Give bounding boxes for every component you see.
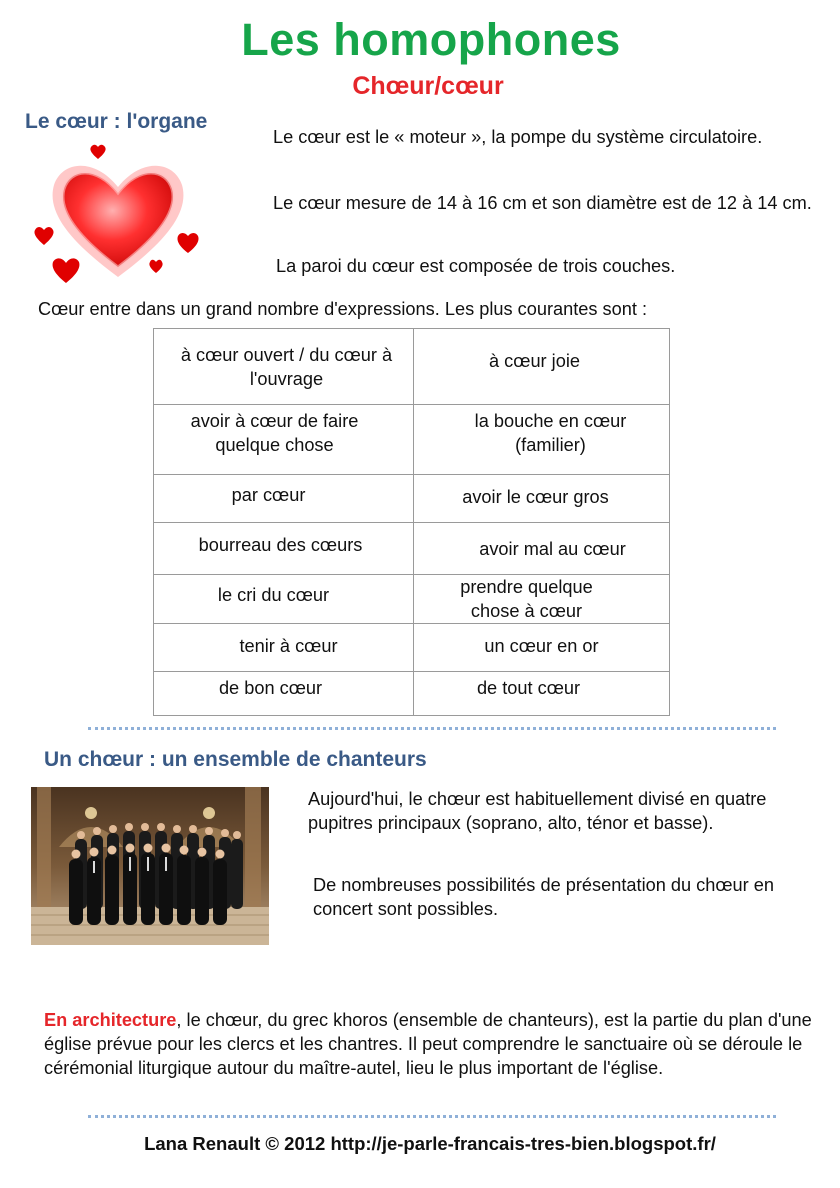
hearts-icon <box>32 143 204 285</box>
architecture-lead: En architecture <box>44 1010 177 1030</box>
table-cell <box>154 672 414 716</box>
expression-text: le cri du cœur <box>217 585 330 605</box>
expression-text: de tout cœur <box>476 678 581 698</box>
expression-text: à cœur joie <box>489 351 580 371</box>
table-row <box>154 329 670 405</box>
table-cell <box>154 329 414 405</box>
section-heading-organ: Le cœur : l'organe <box>25 110 208 133</box>
table-cell <box>414 475 670 523</box>
section-heading-choir: Un chœur : un ensemble de chanteurs <box>44 748 427 771</box>
table-cell <box>414 672 670 716</box>
table-row <box>154 624 670 672</box>
table-row <box>154 405 670 475</box>
footer-credit: Lana Renault © 2012 http://je-parle-francais-tres-bien.blogspot.fr/ <box>144 1133 716 1154</box>
divider-1 <box>88 727 776 730</box>
table-row <box>154 575 670 624</box>
expression-text: prendre quelque chose à cœur <box>460 577 593 621</box>
expression-text: de bon cœur <box>218 678 323 698</box>
expression-text: tenir à cœur <box>239 636 338 656</box>
table-row <box>154 523 670 575</box>
expression-text: par cœur <box>231 485 306 505</box>
table-row <box>154 672 670 716</box>
expression-text: avoir à cœur de faire quelque chose <box>190 411 359 455</box>
architecture-paragraph <box>44 1008 824 1080</box>
table-cell <box>414 523 670 575</box>
choir-photo <box>31 787 269 945</box>
table-cell <box>154 405 414 475</box>
choir-paragraph-2: De nombreuses possibilités de présentation du chœur en concert sont possibles. <box>313 875 775 919</box>
architecture-text: , le chœur, du grec khoros (ensemble de chanteurs), est la partie du plan d'une église prévue pour les clercs et les chantres. Il peut comprendre le sanctuaire où se déroule le cérémonial liturgique autour du maître-autel, lieu le plus important de l'église. <box>44 1010 812 1078</box>
table-cell <box>154 475 414 523</box>
organ-paragraph-2: Le cœur mesure de 14 à 16 cm et son diamètre est de 12 à 14 cm. <box>273 193 812 213</box>
expression-text: la bouche en cœur (familier) <box>474 411 627 455</box>
table-cell <box>154 523 414 575</box>
table-cell <box>414 624 670 672</box>
expression-text: avoir le cœur gros <box>462 487 609 507</box>
expressions-table <box>153 328 670 716</box>
choir-paragraph-1: Aujourd'hui, le chœur est habituellement divisé en quatre pupitres principaux (soprano, alto, ténor et basse). <box>308 789 767 833</box>
page-subtitle: Chœur/cœur <box>352 72 504 100</box>
expressions-intro: Cœur entre dans un grand nombre d'expressions. Les plus courantes sont : <box>38 299 648 319</box>
organ-paragraph-1: Le cœur est le « moteur », la pompe du système circulatoire. <box>273 127 763 147</box>
table-cell <box>414 405 670 475</box>
organ-paragraph-3: La paroi du cœur est composée de trois couches. <box>276 256 676 276</box>
table-cell <box>414 575 670 624</box>
table-cell <box>414 329 670 405</box>
table-cell <box>154 575 414 624</box>
expression-text: avoir mal au cœur <box>479 539 626 559</box>
expression-text: bourreau des cœurs <box>198 535 363 555</box>
page-title: Les homophones <box>241 14 621 65</box>
expression-text: un cœur en or <box>484 636 599 656</box>
table-cell <box>154 624 414 672</box>
divider-2 <box>88 1115 776 1118</box>
table-row <box>154 475 670 523</box>
expression-text: à cœur ouvert / du cœur à l'ouvrage <box>180 345 393 389</box>
